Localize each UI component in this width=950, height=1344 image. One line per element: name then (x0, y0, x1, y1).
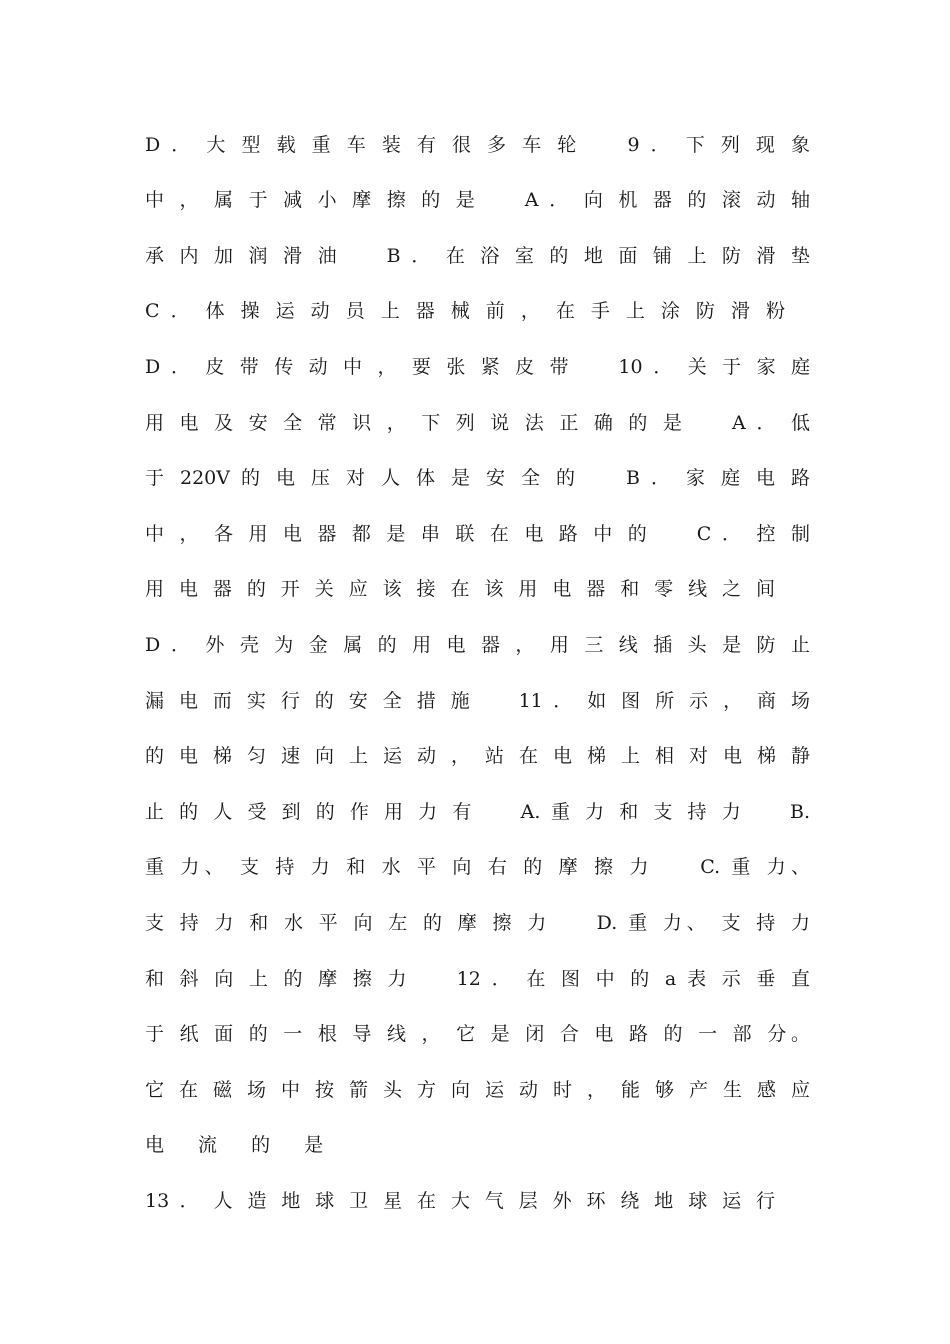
text-line-20: 13 ． 人 造 地 球 卫 星 在 大 气 层 外 环 绕 地 球 运 行 (145, 1190, 775, 1212)
text-line-9: 用 电 器 的 开 关 应 该 接 在 该 用 电 器 和 零 线 之 间 (145, 578, 775, 600)
text-line-12: 的 电 梯 匀 速 向 上 运 动 ， 站 在 电 梯 上 相 对 电 梯 静 (145, 745, 810, 767)
text-line-16: 和 斜 向 上 的 摩 擦 力 12 ． 在 图 中 的 a 表 示 垂 直 (145, 968, 810, 990)
text-line-18: 它 在 磁 场 中 按 箭 头 方 向 运 动 时 ， 能 够 产 生 感 应 (145, 1079, 810, 1101)
text-line-14: 重 力、 支 持 力 和 水 平 向 右 的 摩 擦 力 C. 重 力、 (145, 856, 810, 878)
text-line-8: 中 ， 各 用 电 器 都 是 串 联 在 电 路 中 的 C ． 控 制 (145, 523, 810, 545)
text-line-7: 于 220V 的 电 压 对 人 体 是 安 全 的 B ． 家 庭 电 路 (145, 467, 810, 489)
text-line-2: 中 ， 属 于 减 小 摩 擦 的 是 A ． 向 机 器 的 滚 动 轴 (145, 189, 810, 211)
text-line-4: C ． 体 操 运 动 员 上 器 械 前 ， 在 手 上 涂 防 滑 粉 (145, 300, 785, 322)
text-line-11: 漏 电 而 实 行 的 安 全 措 施 11 ． 如 图 所 示 ， 商 场 (145, 690, 810, 712)
text-line-10: D ． 外 壳 为 金 属 的 用 电 器 ， 用 三 线 插 头 是 防 止 (145, 634, 810, 656)
text-line-15: 支 持 力 和 水 平 向 左 的 摩 擦 力 D. 重 力、 支 持 力 (145, 912, 810, 934)
text-line-13: 止 的 人 受 到 的 作 用 力 有 A. 重 力 和 支 持 力 B. (145, 801, 810, 823)
text-line-1: D ． 大 型 载 重 车 装 有 很 多 车 轮 9 ． 下 列 现 象 (145, 134, 810, 156)
text-line-5: D ． 皮 带 传 动 中 ， 要 张 紧 皮 带 10 ． 关 于 家 庭 (145, 356, 810, 378)
text-line-6: 用 电 及 安 全 常 识 ， 下 列 说 法 正 确 的 是 A ． 低 (145, 412, 810, 434)
text-line-17: 于 纸 面 的 一 根 导 线 ， 它 是 闭 合 电 路 的 一 部 分。 (145, 1023, 810, 1045)
text-line-3: 承 内 加 润 滑 油 B ． 在 浴 室 的 地 面 铺 上 防 滑 垫 (145, 245, 810, 267)
text-line-19: 电 流 的 是 (145, 1134, 338, 1156)
